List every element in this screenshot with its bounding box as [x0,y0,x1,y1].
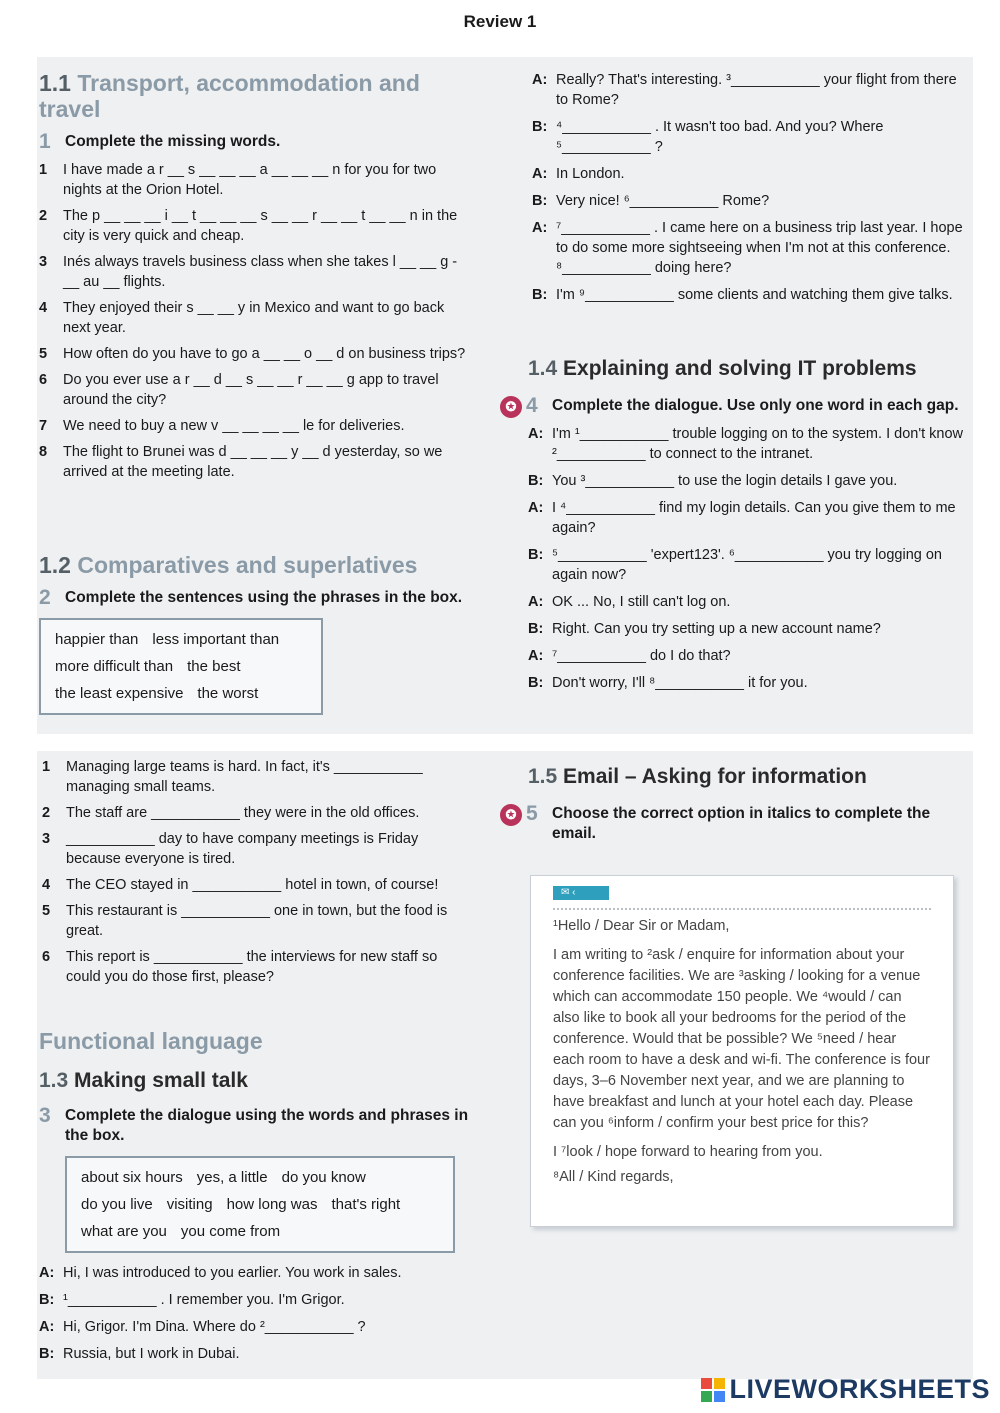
list-item [42,901,470,941]
dialogue-text: ⁴___________ . It wasn't too bad. And you? Where ⁵___________ ? [556,119,884,155]
list-item [39,442,469,482]
functional-language-heading: Functional language [39,1028,263,1054]
speaker-label: B: [532,287,548,303]
dialogue-line [528,424,964,464]
speaker-label: A: [528,500,544,516]
section-title: Explaining and solving IT problems [563,357,917,380]
section-1-1 [39,70,469,488]
phrase-box [65,1156,455,1253]
item-number: 1 [39,162,48,178]
logo-square [701,1391,712,1402]
box-phrase: the least expensive [55,685,184,702]
box-phrase: do you live [81,1196,153,1213]
item-number: 4 [42,877,51,893]
speaker-label: A: [39,1319,55,1335]
instruction-text: Complete the sentences using the phrases in the box. [65,589,463,606]
section-1-2-items [42,757,470,993]
liveworksheets-logo [701,1374,990,1405]
dialogue-line [528,619,964,639]
box-row [81,1164,439,1191]
exercise-number: 1 [39,130,51,153]
speaker-label: A: [528,426,544,442]
instruction-text: Choose the correct option in italics to complete the email. [552,805,931,842]
dialogue-line [532,285,964,305]
dialogue-text: Really? That's interesting. ³___________ your flight from there to Rome? [556,72,957,108]
speaker-label: B: [532,193,548,209]
section-1-4-heading [528,356,964,382]
section-1-2 [39,552,469,715]
item-number: 3 [39,254,48,270]
dialogue-line [532,164,964,184]
box-row [55,653,307,680]
exercise-2-list [42,757,470,987]
item-number: 7 [39,418,48,434]
dialogue-text: Don't worry, I'll ⁸___________ it for you. [552,675,808,691]
item-number: 5 [39,346,48,362]
dialogue-line [39,1290,469,1310]
box-phrase: yes, a little [196,1169,268,1186]
section-number: 1.5 [528,765,558,788]
dialogue-line [532,191,964,211]
dialogue-line [532,70,964,110]
dialogue-line [528,545,964,585]
challenge-star-icon: ✪ [500,804,522,826]
speaker-label: A: [532,220,548,236]
dialogue-line [39,1344,469,1364]
dialogue-text: ⁷___________ do I do that? [552,648,731,664]
section-number: 1.1 [39,70,71,96]
box-phrase: that's right [331,1196,401,1213]
box-phrase: happier than [55,631,139,648]
item-number: 2 [39,208,48,224]
speaker-label: A: [39,1265,55,1281]
box-phrase: more difficult than [55,658,174,675]
speaker-label: B: [528,547,544,563]
dialogue-text: I'm ¹___________ trouble logging on to the system. I don't know ²___________ to connect to the intranet. [552,426,963,462]
speaker-label: B: [532,119,548,135]
speaker-label: A: [532,72,548,88]
item-text: The p __ __ __ i __ t __ __ __ s __ __ r __ __ t __ __ n in the city is very quick and cheap. [63,208,458,244]
list-item [42,757,470,797]
list-item [42,829,470,869]
speaker-label: B: [39,1292,55,1308]
item-number: 8 [39,444,48,460]
section-title: Comparatives and superlatives [77,552,418,578]
list-item [39,416,469,436]
list-item [42,947,470,987]
section-title: Making small talk [74,1069,248,1092]
exercise-number: 3 [39,1104,51,1127]
dialogue-line [532,117,964,157]
phrase-box [39,618,323,715]
item-text: The staff are ___________ they were in the old offices. [66,805,420,821]
dialogue-text: OK ... No, I still can't log on. [552,594,731,610]
dialogue-line [39,1317,469,1337]
dialogue-text: ⁵___________ 'expert123'. ⁶___________ you try logging on again now? [552,547,942,583]
logo-square [714,1391,725,1402]
item-text: I have made a r __ s __ __ __ a __ __ __ n for you for two nights at the Orion Hotel. [63,162,437,198]
logo-icon [701,1378,725,1402]
section-1-4 [505,356,964,700]
section-1-1-heading [39,70,469,122]
page-title: Review 1 [463,12,537,31]
item-number: 6 [39,372,48,388]
section-title: Transport, accommodation and travel [39,70,420,122]
dialogue-line [528,498,964,538]
dialogue-text: You ³___________ to use the login details I gave you. [552,473,898,489]
section-1-2-heading [39,552,469,578]
list-item [39,206,469,246]
logo-square [701,1378,712,1389]
email-toolbar-icon: ✉ ‹ [553,886,609,900]
item-number: 6 [42,949,51,965]
functional-language [39,1028,469,1371]
section-1-5-heading [528,764,964,790]
item-text: ___________ day to have company meetings is Friday because everyone is tired. [66,831,419,867]
item-text: They enjoyed their s __ __ y in Mexico and want to go back next year. [63,300,445,336]
dialogue-text: I'm ⁹___________ some clients and watching them give talks. [556,287,953,303]
item-text: This restaurant is ___________ one in town, but the food is great. [66,903,448,939]
dialogue-text: Right. Can you try setting up a new account name? [552,621,881,637]
list-item [39,370,469,410]
box-phrase: you come from [180,1223,281,1240]
item-number: 2 [42,805,51,821]
dialogue-line [528,646,964,666]
box-row [81,1218,439,1245]
box-phrase: the worst [197,685,259,702]
logo-text: LIVEWORKSHEETS [729,1374,990,1404]
email-signoff: ⁸All / Kind regards, [553,1169,674,1185]
box-row [55,626,307,653]
dialogue-text: Very nice! ⁶___________ Rome? [556,193,770,209]
list-item [39,252,469,292]
divider [553,908,931,910]
exercise-3-instruction [39,1106,469,1146]
logo-square [714,1378,725,1389]
list-item [42,803,470,823]
exercise-1-instruction [39,132,469,152]
box-phrase: visiting [166,1196,213,1213]
list-item [39,344,469,364]
item-text: Inés always travels business class when she takes l __ __ g - __ au __ flights. [63,254,458,290]
speaker-label: B: [528,675,544,691]
box-phrase: the best [187,658,241,675]
box-phrase: less important than [152,631,280,648]
speaker-label: B: [528,621,544,637]
dialogue-line [532,218,964,278]
exercise-1-list [39,160,469,482]
email-greeting: ¹Hello / Dear Sir or Madam, [553,918,730,934]
item-number: 1 [42,759,51,775]
email-paragraph: I am writing to ²ask / enquire for information about your conference facilities. We are ³asking / looking for a venue which can accommodate 150 people. We ⁴would / can also like to book all your bedrooms for the period of the conference. Would that be possible? We ⁵need / hear each room to have a desk and wi-fi. The conference is four days, 3–6 November next year, and we are planning to have breakfast and lunch at your hotel each day. Please can you ⁶inform / confirm your best price for this? [553,947,930,1131]
item-text: This report is ___________ the interviews for new staff so could you do those first, please? [66,949,438,985]
speaker-label: A: [528,594,544,610]
dialogue-text: I ⁴___________ find my login details. Can you give them to me again? [552,500,956,536]
item-text: The CEO stayed in ___________ hotel in town, of course! [66,877,439,893]
item-number: 3 [42,831,51,847]
speaker-label: B: [39,1346,55,1362]
box-phrase: what are you [81,1223,167,1240]
item-text: How often do you have to go a __ __ o __ d on business trips? [63,346,466,362]
section-number: 1.3 [39,1069,69,1092]
exercise-number: 2 [39,586,51,609]
instruction-text: Complete the missing words. [65,133,281,150]
speaker-label: B: [528,473,544,489]
box-phrase: about six hours [81,1169,183,1186]
box-row [81,1191,439,1218]
exercise-5-instruction [505,802,964,844]
box-row [55,680,307,707]
dialogue-line [528,592,964,612]
list-item [39,298,469,338]
dialogue-line [528,673,964,693]
section-1-3-continued [532,70,964,312]
exercise-number: 5 [526,802,538,825]
item-text: We need to buy a new v __ __ __ __ le for deliveries. [63,418,405,434]
dialogue-text: In London. [556,166,625,182]
dialogue-text: Russia, but I work in Dubai. [63,1346,240,1362]
email-closing-line: I ⁷look / hope forward to hearing from you. [553,1144,823,1160]
exercise-number: 4 [526,394,538,417]
dialogue-text: Hi, Grigor. I'm Dina. Where do ²___________ ? [63,1319,366,1335]
box-phrase: do you know [281,1169,366,1186]
challenge-star-icon: ✪ [500,396,522,418]
dialogue-text: ⁷___________ . I came here on a business trip last year. I hope to do some more sightseeing when I'm not at this conference. ⁸___________ doing here? [556,220,963,276]
dialogue-line [39,1263,469,1283]
exercise-2-instruction [39,588,469,608]
dialogue-line [528,471,964,491]
section-number: 1.4 [528,357,558,380]
speaker-label: A: [528,648,544,664]
section-number: 1.2 [39,552,71,578]
dialogue-text: ¹___________ . I remember you. I'm Grigor. [63,1292,345,1308]
section-1-3-heading [39,1068,469,1094]
section-1-5 [505,764,964,844]
speaker-label: A: [532,166,548,182]
list-item [39,160,469,200]
exercise-4-instruction [505,394,964,418]
section-title: Email – Asking for information [563,765,867,788]
item-number: 4 [39,300,48,316]
item-text: The flight to Brunei was d __ __ __ y __ d yesterday, so we arrived at the meeting late. [63,444,443,480]
list-item [42,875,470,895]
item-text: Managing large teams is hard. In fact, it's ___________ managing small teams. [66,759,423,795]
email-card [530,875,954,1227]
box-phrase: how long was [226,1196,318,1213]
dialogue-text: Hi, I was introduced to you earlier. You work in sales. [63,1265,402,1281]
instruction-text: Complete the dialogue. Use only one word in each gap. [552,397,959,414]
item-text: Do you ever use a r __ d __ s __ __ r __ __ g app to travel around the city? [63,372,439,408]
item-number: 5 [42,903,51,919]
instruction-text: Complete the dialogue using the words and phrases in the box. [65,1107,469,1144]
